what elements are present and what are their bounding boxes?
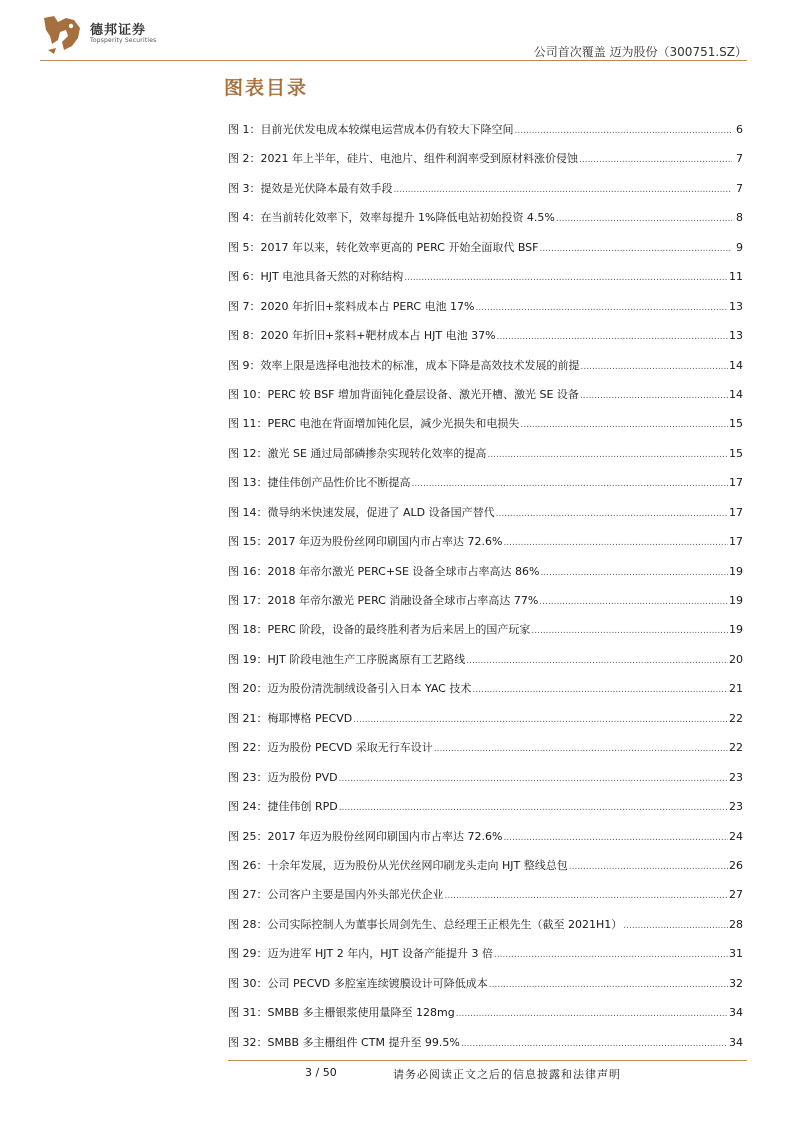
toc-entry[interactable] xyxy=(228,1028,743,1057)
toc-entry-page: 15 xyxy=(729,417,743,431)
toc-entry[interactable] xyxy=(228,704,743,733)
report-title: 公司首次覆盖 迈为股份（300751.SZ） xyxy=(533,45,747,59)
toc-entry-label: 图 4：在当前转化效率下，效率每提升 1%降低电站初始投资 4.5% xyxy=(228,211,555,225)
toc-entry[interactable] xyxy=(228,380,743,409)
toc-entry-label: 图 21：梅耶博格 PECVD xyxy=(228,711,353,725)
toc-entry-label: 图 1：目前光伏发电成本较煤电运营成本仍有较大下降空间 xyxy=(228,123,514,136)
table-of-figures xyxy=(228,115,743,1057)
toc-leader-dots xyxy=(494,941,728,970)
toc-entry[interactable] xyxy=(228,792,743,821)
toc-entry[interactable] xyxy=(228,144,743,173)
toc-entry-label: 图 24：捷佳伟创 RPD xyxy=(228,800,338,814)
toc-entry-label: 图 26：十余年发展，迈为股份从光伏丝网印刷龙头走向 HJT 整线总包 xyxy=(228,858,568,872)
toc-entry[interactable] xyxy=(228,203,743,232)
toc-entry-label: 图 27：公司客户主要是国内外头部光伏企业 xyxy=(228,888,444,902)
toc-entry-label: 图 17：2018 年帝尔激光 PERC 消融设备全球市占率高达 77% xyxy=(228,594,539,607)
toc-entry-label: 图 22：迈为股份 PECVD 采取无行车设计 xyxy=(228,741,433,755)
toc-entry[interactable] xyxy=(228,939,743,968)
toc-entry-label: 图 29：迈为进军 HJT 2 年内，HJT 设备产能提升 3 倍 xyxy=(228,947,493,961)
toc-entry[interactable] xyxy=(228,115,743,144)
toc-entry[interactable] xyxy=(228,645,743,674)
toc-entry-label: 图 23：迈为股份 PVD xyxy=(228,770,338,784)
toc-entry-label: 图 14：微导纳米快速发展，促进了 ALD 设备国产替代 xyxy=(228,505,495,519)
toc-entry-page: 9 xyxy=(736,240,743,254)
section-title: 图表目录 xyxy=(224,77,309,99)
toc-entry-label: 图 18：PERC 阶段，设备的最终胜利者为后来居上的国产玩家 xyxy=(228,623,531,637)
toc-entry[interactable] xyxy=(228,409,743,438)
company-logo-icon xyxy=(40,12,84,56)
toc-leader-dots xyxy=(531,617,728,646)
toc-entry-page: 8 xyxy=(736,211,743,225)
toc-entry[interactable] xyxy=(228,822,743,851)
toc-leader-dots xyxy=(540,559,728,588)
toc-leader-dots xyxy=(515,117,733,146)
toc-leader-dots xyxy=(466,647,728,676)
toc-entry[interactable] xyxy=(228,439,743,468)
toc-leader-dots xyxy=(445,882,729,911)
toc-entry-page: 23 xyxy=(729,800,743,814)
toc-leader-dots xyxy=(539,588,728,617)
toc-leader-dots xyxy=(461,1030,728,1059)
toc-entry-page: 34 xyxy=(729,1006,743,1020)
toc-entry-label: 图 11：PERC 电池在背面增加钝化层，减少光损失和电损失 xyxy=(228,417,520,431)
toc-entry-page: 32 xyxy=(729,976,743,990)
toc-entry-page: 13 xyxy=(729,299,743,313)
toc-entry-label: 图 31：SMBB 多主栅银浆使用量降至 128mg xyxy=(228,1006,455,1020)
toc-entry-label: 图 10：PERC 较 BSF 增加背面钝化叠层设备、激光开槽、激光 SE 设备 xyxy=(228,387,579,401)
toc-leader-dots xyxy=(456,1000,728,1029)
toc-entry-page: 31 xyxy=(729,947,743,961)
footer-divider xyxy=(228,1060,747,1061)
toc-entry-label: 图 6：HJT 电池具备天然的对称结构 xyxy=(228,270,404,284)
toc-entry-page: 23 xyxy=(729,770,743,784)
page-header xyxy=(0,0,793,70)
toc-leader-dots xyxy=(581,353,729,382)
toc-entry-page: 19 xyxy=(729,623,743,637)
toc-leader-dots xyxy=(580,382,728,411)
toc-entry[interactable] xyxy=(228,910,743,939)
toc-leader-dots xyxy=(487,441,728,470)
toc-leader-dots xyxy=(434,735,728,764)
toc-entry-page: 17 xyxy=(729,535,743,549)
toc-entry-label: 图 12：激光 SE 通过局部磷掺杂实现转化效率的提高 xyxy=(228,446,487,460)
footer-disclaimer: 请务必阅读正文之后的信息披露和法律声明 xyxy=(393,1068,621,1081)
brand-name-cn: 德邦证券 xyxy=(90,23,147,38)
toc-leader-dots xyxy=(623,912,728,941)
toc-leader-dots xyxy=(579,146,732,175)
toc-entry[interactable] xyxy=(228,233,743,262)
toc-entry-label: 图 25：2017 年迈为股份丝网印刷国内市占率达 72.6% xyxy=(228,829,503,843)
toc-entry-page: 15 xyxy=(729,446,743,460)
toc-entry-label: 图 19：HJT 阶段电池生产工序脱离原有工艺路线 xyxy=(228,652,466,666)
toc-entry[interactable] xyxy=(228,998,743,1027)
toc-leader-dots xyxy=(503,529,728,558)
toc-leader-dots xyxy=(489,971,728,1000)
toc-leader-dots xyxy=(472,676,728,705)
toc-entry-label: 图 7：2020 年折旧+浆料成本占 PERC 电池 17% xyxy=(228,299,475,313)
toc-entry-page: 21 xyxy=(729,682,743,696)
toc-entry[interactable] xyxy=(228,880,743,909)
toc-entry-page: 6 xyxy=(736,123,743,136)
toc-entry[interactable] xyxy=(228,321,743,350)
toc-entry-label: 图 30：公司 PECVD 多腔室连续镀膜设计可降低成本 xyxy=(228,976,488,990)
toc-entry-page: 34 xyxy=(729,1035,743,1049)
toc-entry-page: 20 xyxy=(729,652,743,666)
toc-leader-dots xyxy=(394,176,733,205)
toc-entry-page: 22 xyxy=(729,741,743,755)
toc-leader-dots xyxy=(556,205,732,234)
toc-entry-page: 7 xyxy=(736,152,743,166)
toc-entry-page: 27 xyxy=(729,888,743,902)
toc-entry[interactable] xyxy=(228,262,743,291)
toc-entry[interactable] xyxy=(228,292,743,321)
toc-entry[interactable] xyxy=(228,674,743,703)
toc-entry-page: 22 xyxy=(729,711,743,725)
toc-entry-label: 图 16：2018 年帝尔激光 PERC+SE 设备全球市占率高达 86% xyxy=(228,564,540,578)
toc-entry-page: 17 xyxy=(729,476,743,490)
toc-entry[interactable] xyxy=(228,498,743,527)
toc-leader-dots xyxy=(496,500,728,529)
toc-entry[interactable] xyxy=(228,586,743,615)
toc-leader-dots xyxy=(404,264,728,293)
toc-leader-dots xyxy=(569,853,728,882)
toc-entry[interactable] xyxy=(228,174,743,203)
toc-entry-label: 图 3：提效是光伏降本最有效手段 xyxy=(228,181,393,195)
toc-leader-dots xyxy=(353,706,728,735)
toc-entry-page: 28 xyxy=(729,917,743,931)
toc-leader-dots xyxy=(503,824,728,853)
toc-entry[interactable] xyxy=(228,615,743,644)
toc-leader-dots xyxy=(339,794,728,823)
toc-entry[interactable] xyxy=(228,763,743,792)
toc-leader-dots xyxy=(412,470,729,499)
toc-leader-dots xyxy=(540,235,733,264)
toc-entry-page: 17 xyxy=(729,505,743,519)
toc-entry-page: 19 xyxy=(729,594,743,607)
toc-entry-label: 图 15：2017 年迈为股份丝网印刷国内市占率达 72.6% xyxy=(228,535,503,549)
toc-entry-label: 图 2：2021 年上半年，硅片、电池片、组件利润率受到原材料涨价侵蚀 xyxy=(228,152,578,166)
toc-leader-dots xyxy=(520,411,728,440)
toc-entry-label: 图 13：捷佳伟创产品性价比不断提高 xyxy=(228,476,411,490)
toc-entry[interactable] xyxy=(228,351,743,380)
toc-entry-label: 图 20：迈为股份清洗制绒设备引入日本 YAC 技术 xyxy=(228,682,472,696)
toc-entry-label: 图 8：2020 年折旧+浆料+靶材成本占 HJT 电池 37% xyxy=(228,329,496,343)
toc-entry-page: 13 xyxy=(729,329,743,343)
toc-leader-dots xyxy=(497,323,728,352)
toc-entry-page: 11 xyxy=(729,270,743,284)
toc-entry-page: 24 xyxy=(729,829,743,843)
toc-entry-label: 图 28：公司实际控制人为董事长周剑先生、总经理王正根先生（截至 2021H1） xyxy=(228,917,623,931)
toc-entry-label: 图 9：效率上限是选择电池技术的标准，成本下降是高效技术发展的前提 xyxy=(228,358,580,372)
toc-entry-page: 19 xyxy=(729,564,743,578)
toc-leader-dots xyxy=(339,765,728,794)
toc-entry-page: 14 xyxy=(729,358,743,372)
toc-entry[interactable] xyxy=(228,468,743,497)
toc-entry-page: 26 xyxy=(729,858,743,872)
toc-entry[interactable] xyxy=(228,969,743,998)
toc-entry[interactable] xyxy=(228,557,743,586)
toc-entry[interactable] xyxy=(228,733,743,762)
toc-entry[interactable] xyxy=(228,527,743,556)
toc-entry-page: 14 xyxy=(729,387,743,401)
toc-entry-page: 7 xyxy=(736,181,743,195)
brand-name-en: Topsperity Securities xyxy=(90,37,157,44)
toc-entry-label: 图 32：SMBB 多主栅组件 CTM 提升至 99.5% xyxy=(228,1035,460,1049)
toc-entry-label: 图 5：2017 年以来，转化效率更高的 PERC 开始全面取代 BSF xyxy=(228,240,539,254)
page-number: 3 / 50 xyxy=(305,1066,337,1079)
header-divider xyxy=(40,60,747,61)
toc-leader-dots xyxy=(476,294,728,323)
toc-entry[interactable] xyxy=(228,851,743,880)
